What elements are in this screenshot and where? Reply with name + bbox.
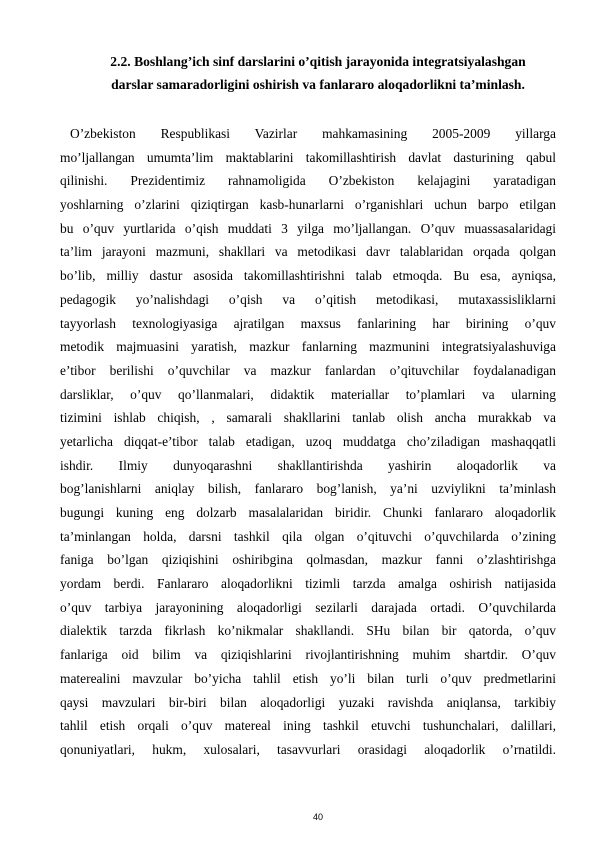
body-line: yoshlarning o’zlarini qiziqtirgan kasb-hunarlarni o’rganishlari uchun barpo etilgan [60, 197, 556, 213]
body-paragraph [60, 122, 556, 762]
body-line: e’tibor berilishi o’quvchilar va mazkur fanlardan o’qituvchilar foydalanadigan [60, 362, 556, 378]
body-line: tayyorlash texnologiyasiga ajratilgan maxsus fanlarining har birining o’quv [60, 315, 556, 331]
body-line: bo’lib, milliy dastur asosida takomillashtirishni talab etmoqda. Bu esa, ayniqsa, [60, 268, 556, 284]
body-line: materealini mavzular bo’yicha tahlil etish yo’li bilan turli o’quv predmetlarini [60, 670, 556, 686]
body-line: bog’lanishlarni aniqlay bilish, fanlararo bog’lanish, ya’ni uzviylikni ta’minlash [60, 481, 556, 497]
body-line: dialektik tarzda fikrlash ko’nikmalar shakllandi. SHu bilan bir qatorda, o’quv [60, 623, 556, 639]
body-line: ta’minlangan holda, darsni tashkil qila olgan o’qituvchi o’quvchilarda o’zining [60, 528, 556, 544]
body-line: qilinishi. Prezidentimiz rahnamoligida O’zbekiston kelajagini yaratadigan [60, 173, 556, 189]
body-line: o’quv tarbiya jarayonining aloqadorligi sezilarli darajada ortadi. O’quvchilarda [60, 599, 556, 615]
body-line: qaysi mavzulari bir-biri bilan aloqadorligi yuzaki ravishda aniqlansa, tarkibiy [60, 694, 556, 710]
body-line: ta’lim jarayoni mazmuni, shakllari va metodikasi davr talablaridan orqada qolgan [60, 244, 556, 260]
body-line: pedagogik yo’nalishdagi o’qish va o’qitish metodikasi, mutaxassisliklarni [60, 291, 556, 307]
heading-line-1: 2.2. Boshlang’ich sinf darslarini o’qitish jarayonida integratsiyalashgan [110, 54, 526, 69]
body-line: yordam berdi. Fanlararo aloqadorlikni tizimli tarzda amalga oshirish natijasida [60, 576, 556, 592]
section-heading [60, 50, 576, 96]
body-line: yetarlicha diqqat-e’tibor talab etadigan, uzoq muddatga cho’ziladigan mashaqqatli [60, 433, 556, 449]
body-line: faniga bo’lgan qiziqishini oshiribgina qolmasdan, mazkur fanni o’zlashtirishga [60, 552, 556, 568]
body-line: O’zbekiston Respublikasi Vazirlar mahkamasining 2005-2009 yillarga [70, 126, 556, 141]
body-line: tizimini ishlab chiqish, , samarali shakllarini tanlab olish ancha murakkab va [60, 410, 556, 426]
body-line: mo’ljallangan umumta’lim maktablarini takomillashtirish davlat dasturining qabul [60, 149, 556, 165]
body-line: bu o’quv yurtlarida o’qish muddati 3 yilga mo’ljallangan. O’quv muassasalaridagi [60, 220, 556, 236]
body-line: ishdir. Ilmiy dunyoqarashni shakllantirishda yashirin aloqadorlik va [60, 457, 556, 473]
body-line: metodik majmuasini yaratish, mazkur fanlarning mazmunini integratsiyalashuviga [60, 339, 556, 355]
body-line: fanlariga oid bilim va qiziqishlarini rivojlantirishning muhim shartdir. O’quv [60, 647, 556, 663]
body-line: darsliklar, o’quv qo’llanmalari, didaktik materiallar to’plamlari va ularning [60, 386, 556, 402]
body-line: tahlil etish orqali o’quv matereal ining tashkil etuvchi tushunchalari, dalillari, [60, 718, 556, 734]
body-line: bugungi kuning eng dolzarb masalalaridan biridir. Chunki fanlararo aloqadorlik [60, 505, 556, 520]
page-number: 40 [312, 812, 323, 822]
heading-line-2: darslar samaradorligini oshirish va fanlararo aloqadorlikni ta’minlash. [111, 77, 525, 92]
body-line: qonuniyatlari, hukm, xulosalari, tasavvurlari orasidagi aloqadorlik o’rnatildi. [60, 741, 556, 757]
